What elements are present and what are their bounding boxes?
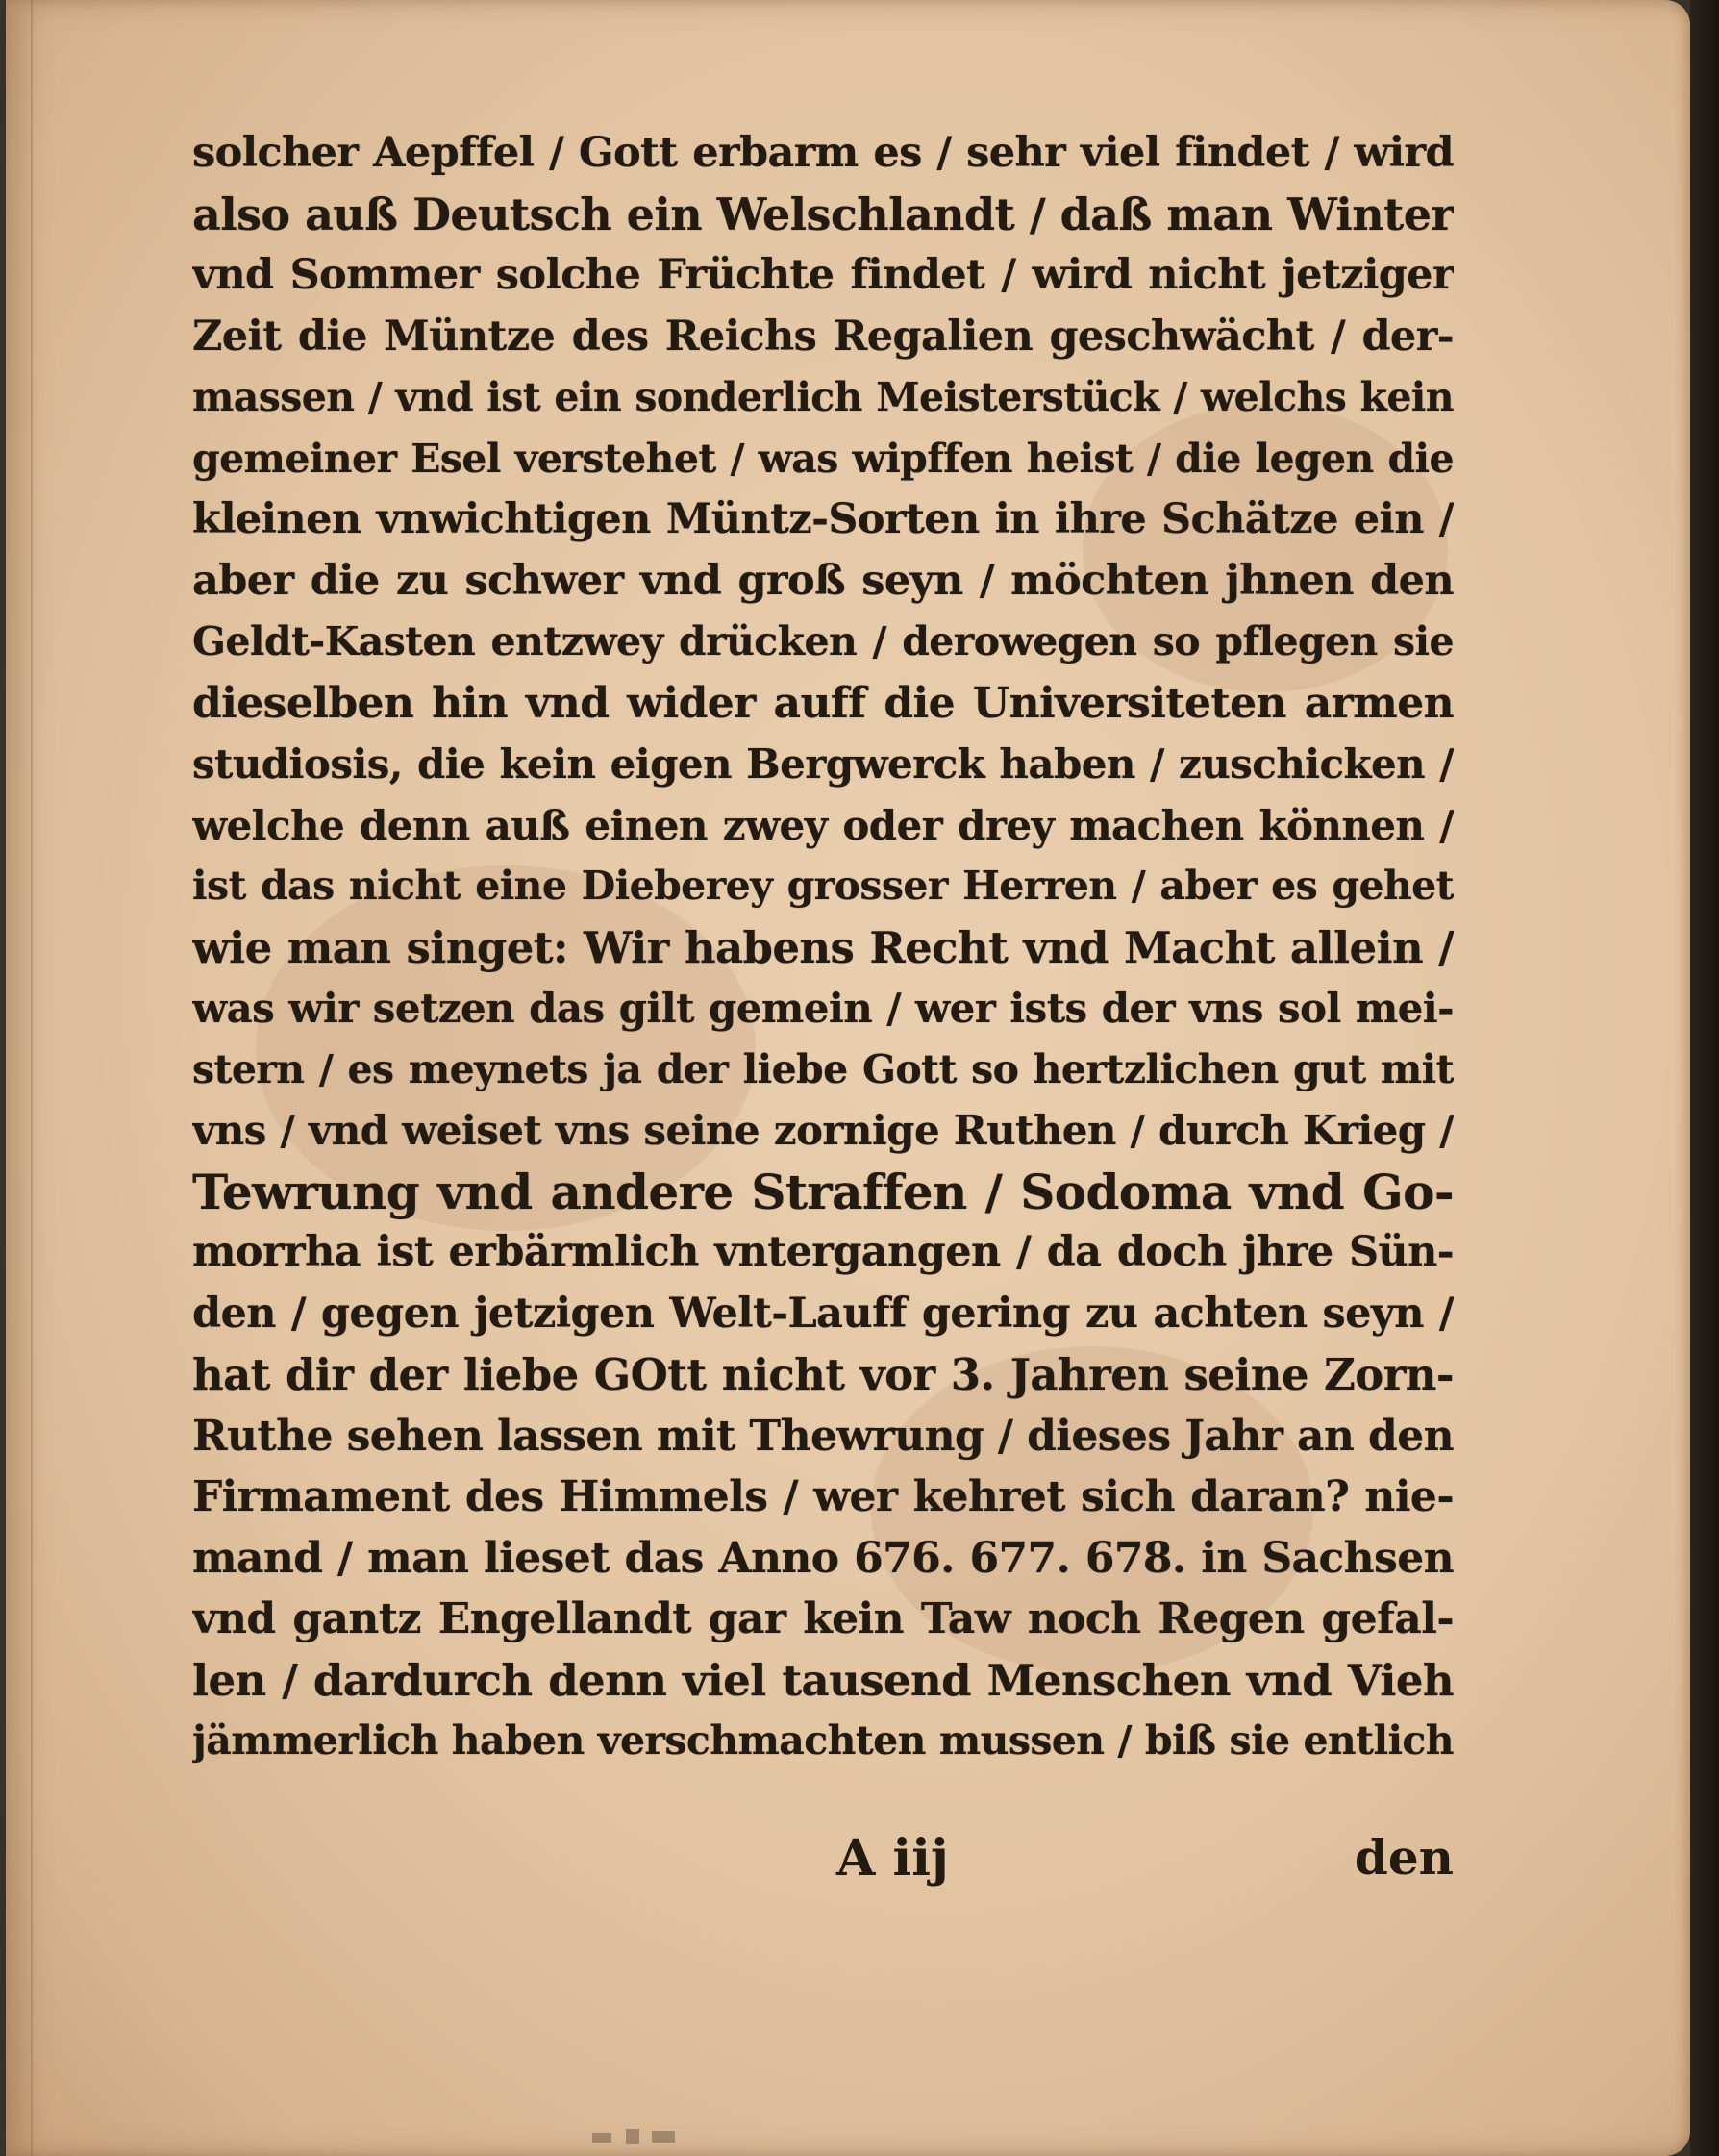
ink-bleed-mark: [583, 2125, 717, 2148]
text-line: welche denn auß einen zwey oder drey machen können /: [192, 801, 1454, 849]
page-gutter: [31, 0, 33, 2156]
text-line: jämmerlich haben verschmachten mussen / biß sie entlich: [192, 1717, 1454, 1764]
text-line: Ruthe sehen lassen mit Thewrung / dieses Jahr an den: [192, 1411, 1454, 1461]
text-line: massen / vnd ist ein sonderlich Meisterstück / welchs kein: [192, 374, 1454, 420]
text-line: studiosis, die kein eigen Bergwerck haben / zuschicken /: [192, 740, 1454, 788]
catchword: den: [1354, 1829, 1454, 1886]
text-line: vnd Sommer solche Früchte findet / wird nicht jetziger: [192, 251, 1454, 299]
text-line: was wir setzen das gilt gemein / wer ists der vns sol mei-: [192, 985, 1454, 1032]
text-line: den / gegen jetzigen Welt-Lauff gering zu achten seyn /: [192, 1289, 1454, 1338]
book-page: [6, 0, 1690, 2156]
body-text: [192, 123, 1454, 1772]
text-line: morrha ist erbärmlich vntergangen / da doch jhre Sün-: [192, 1228, 1454, 1276]
text-line: kleinen vnwichtigen Müntz-Sorten in ihre Schätze ein /: [192, 495, 1454, 543]
text-line: Firmament des Himmels / wer kehret sich daran? nie-: [192, 1472, 1454, 1521]
text-line: vnd gantz Engellandt gar kein Taw noch Regen gefal-: [192, 1594, 1454, 1643]
text-line: Tewrung vnd andere Straffen / Sodoma vnd Go-: [192, 1163, 1454, 1220]
text-line: Zeit die Müntze des Reichs Regalien geschwächt / der-: [192, 312, 1454, 361]
page-edge-shadow: [1690, 0, 1719, 2156]
page-footer: [192, 1829, 1454, 1891]
text-line: gemeiner Esel verstehet / was wipffen heist / die legen die: [192, 435, 1454, 482]
signature-mark: A iij: [836, 1829, 949, 1888]
text-line: hat dir der liebe GOtt nicht vor 3. Jahren seine Zorn-: [192, 1349, 1454, 1400]
text-line: aber die zu schwer vnd groß seyn / möchten jhnen den: [192, 556, 1454, 605]
text-line: ist das nicht eine Dieberey grosser Herren / aber es gehet: [192, 863, 1454, 909]
text-line: dieselben hin vnd wider auff die Universiteten armen: [192, 678, 1454, 728]
text-line: also auß Deutsch ein Welschlandt / daß man Winter: [192, 188, 1454, 240]
text-line: vns / vnd weiset vns seine zornige Ruthen / durch Krieg /: [192, 1107, 1454, 1154]
text-line: wie man singet: Wir habens Recht vnd Macht allein /: [192, 921, 1454, 973]
text-line: solcher Aepffel / Gott erbarm es / sehr viel findet / wird: [192, 129, 1454, 177]
text-line: stern / es meynets ja der liebe Gott so hertzlichen gut mit: [192, 1045, 1454, 1092]
text-line: len / dardurch denn viel tausend Menschen vnd Vieh: [192, 1654, 1454, 1706]
text-line: Geldt-Kasten entzwey drücken / derowegen so pflegen sie: [192, 618, 1454, 664]
text-line: mand / man lieset das Anno 676. 677. 678. in Sachsen: [192, 1533, 1454, 1583]
